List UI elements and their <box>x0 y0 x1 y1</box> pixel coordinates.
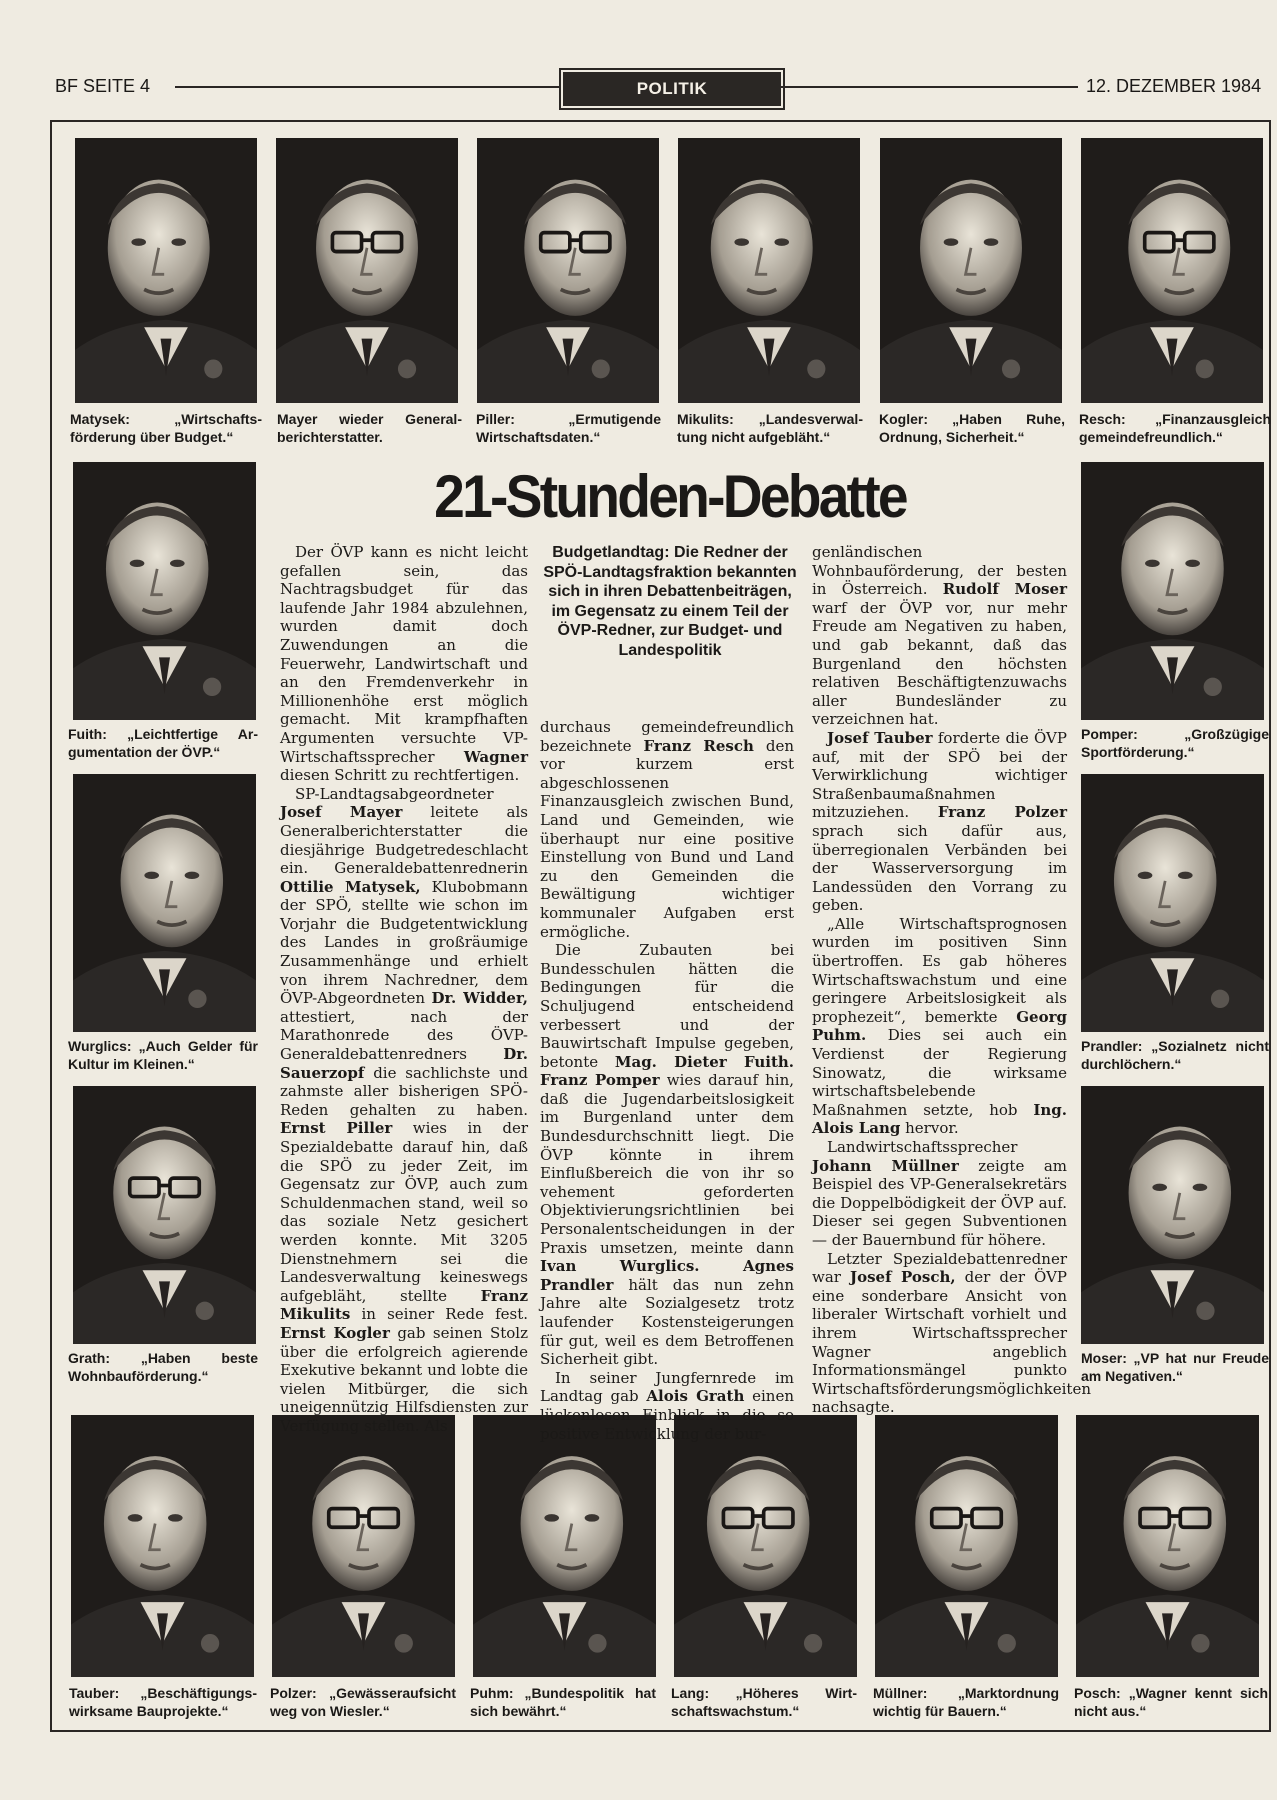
article-text: leitete als Generalberichterstatter die diesjährige Budgetredeschlacht ein. Generaldebattenrednerin <box>280 803 528 878</box>
caption: Resch: „Finanzausgleich gemeindefreundlich.“ <box>1079 411 1271 445</box>
portrait-photo <box>276 138 458 403</box>
article-paragraph <box>540 718 794 941</box>
article-text: der der ÖVP eine sonderbare Ansicht von liberaler Wirtschaft vorhielt und ihrem Wirtschaftssprecher Wagner angeblich Informationsmängel punkto Wirtschaftsförderungsmöglichkeiten nachsagte. <box>812 1268 1091 1417</box>
article-paragraph <box>280 785 528 1436</box>
article-column-3 <box>812 543 1091 1417</box>
portrait-photo <box>1081 1086 1264 1344</box>
portrait-photo <box>73 462 256 720</box>
article-paragraph <box>812 543 1067 729</box>
article-text: Der ÖVP kann es nicht leicht gefallen sein, das Nachtragsbudget für das laufende Jahr 1984 abzulehnen, wurden damit doch Zuwendungen an die Feuerwehr, Landwirtschaft und an den Fremdenverkehr in Millionenhöhe erst möglich gemacht. Mit krampfhaften Argumenten versuchte VP-Wirtschaftssprecher <box>280 543 528 766</box>
person-name: Josef Mayer <box>280 803 403 822</box>
article-paragraph <box>280 543 528 785</box>
article-paragraph <box>540 1369 794 1443</box>
article-text: gab seinen Stolz über die erfolgreich agierende Exekutive bekannt und lobte die vielen Mitbürger, die sich uneigennützig Hilfsdiensten zur Verfügung stellen. Als <box>280 1323 528 1435</box>
article-text: genländischen Wohnbauförderung, der besten in Österreich. <box>812 543 1067 599</box>
issue-date: 12. DEZEMBER 1984 <box>1086 76 1262 96</box>
article-text: die sachlichste und zahmste aller bisherigen SPÖ-Reden gehalten zu haben. <box>280 1063 528 1119</box>
person-name: Ernst Kogler <box>280 1323 390 1342</box>
caption: Tauber: „Beschäftigungswirksame Bauprojekte.“ <box>69 1685 257 1719</box>
article-column-1 <box>280 543 528 1436</box>
article-text: zeigte am Beispiel des VP-Generalsekretärs die Doppelbödigkeit der ÖVP auf. Dieser sei gegen Subventionen — der Bauernbund für höhere. <box>812 1156 1067 1249</box>
article-text: warf der ÖVP vor, nur mehr Freude am Negativen zu haben, und gab bekannt, daß das Burgenland den höchsten relativen Beschäftigtenzuwachs aller Bundesländer zu verzeichnen hat. <box>812 598 1067 729</box>
portrait-photo <box>875 1415 1058 1677</box>
caption: Moser: „VP hat nur Freude am Negativen.“ <box>1081 1350 1269 1384</box>
article-text: attestiert, nach der Marathonrede des ÖVP-Generaldebattenredners <box>280 1007 528 1064</box>
article-paragraph <box>812 915 1067 1138</box>
caption: Müllner: „Marktordnung wichtig für Bauern.“ <box>873 1685 1059 1719</box>
article-text: wies darauf hin, daß die Jugendarbeitslosigkeit im Burgenland unter dem Bundesdurchschnitt liegt. Die ÖVP könnte in ihrem Einflußbereich die von ihr so vehement geforderten Objektivierungsrichtlinien bei Personalentscheidungen in der Praxis umsetzen, meinte dann <box>540 1071 794 1257</box>
article-paragraph <box>812 1249 1091 1417</box>
person-name: Johann Müllner <box>812 1156 959 1175</box>
person-name: Ernst Piller <box>280 1119 393 1138</box>
portrait-photo <box>71 1415 254 1677</box>
article-text: Landwirtschaftssprecher <box>827 1138 1018 1156</box>
article-text: Letzter Spezialdebattenredner war <box>812 1249 1067 1287</box>
portrait-photo <box>75 138 257 403</box>
person-name: Mag. Dieter Fuith. Franz Pomper <box>540 1052 795 1090</box>
article-text: Die Zubauten bei Bundesschulen hätten die Bedingungen für die Schuljugend entscheidend verbessert und der Bauwirtschaft Impulse gegeben, betonte <box>540 941 794 1071</box>
portrait-photo <box>880 138 1062 403</box>
caption: Grath: „Haben beste Wohnbauförderung.“ <box>68 1350 258 1384</box>
caption: Pomper: „Großzügige Sportförderung.“ <box>1081 726 1269 760</box>
portrait-photo <box>1081 138 1263 403</box>
portrait-photo <box>1076 1415 1259 1677</box>
headline: 21-Stunden-Debatte <box>434 463 906 530</box>
person-name: Dr. Widder, <box>431 989 529 1008</box>
page-number: BF SEITE 4 <box>55 76 151 96</box>
article-text: hervor. <box>900 1119 959 1138</box>
article-text: in seiner Rede fest. <box>350 1305 528 1324</box>
person-name: Alois Grath <box>646 1387 745 1406</box>
article-paragraph <box>812 729 1067 915</box>
section-label: POLITIK <box>563 72 781 106</box>
article-paragraph <box>540 941 794 1369</box>
subheadline: Budgetlandtag: Die Redner der SPÖ-Landtagsfraktion bekannten sich in ihren Debattenbeiträgen, im Gegensatz zu einem Teil der ÖVP-Redner, zur Budget- und Landespolitik <box>543 544 797 659</box>
article-text: durchaus gemeindefreundlich bezeichnete <box>540 718 794 755</box>
person-name: Ivan Wurglics. Agnes Prandler <box>540 1257 794 1294</box>
portrait-photo <box>73 1086 256 1344</box>
portrait-photo <box>272 1415 455 1677</box>
article-column-2 <box>540 718 794 1443</box>
portrait-photo <box>73 774 256 1032</box>
person-name: Franz Resch <box>643 736 754 755</box>
article-text: diesen Schritt zu rechtfertigen. <box>280 766 520 785</box>
portrait-photo <box>477 138 659 403</box>
person-name: Georg Puhm. <box>812 1007 1067 1045</box>
caption: Polzer: „Gewässeraufsicht weg von Wiesler.“ <box>270 1685 456 1719</box>
article-paragraph <box>812 1138 1067 1250</box>
caption: Mikulits: „Landesverwaltung nicht aufgebläht.“ <box>677 411 863 445</box>
header-rule-left <box>175 86 561 88</box>
person-name: Wagner <box>463 747 528 766</box>
caption: Piller: „Ermutigende Wirtschaftsdaten.“ <box>476 411 661 445</box>
portrait-photo <box>473 1415 656 1677</box>
person-name: Ing. Alois Lang <box>812 1100 1067 1138</box>
article-text: „Alle Wirtschaftsprognosen wurden im positiven Sinn übertroffen. Es gab höheres Wirtschaftswachstum und eine geringere Arbeitslosigkeit als prophezeit“, bemerkte <box>812 914 1067 1026</box>
caption: Puhm: „Bundespolitik hat sich bewährt.“ <box>470 1685 656 1719</box>
person-name: Franz Polzer <box>937 803 1067 822</box>
person-name: Dr. Sauerzopf <box>280 1045 528 1082</box>
article-text: einen lückenlosen Einblick in die so positive Entwicklung der bur- <box>540 1387 794 1443</box>
article-text: sprach sich dafür aus, überregionalen Verbänden bei der Wasserversorgung im Landessüden den Vorrang zu geben. <box>812 821 1067 915</box>
portrait-photo <box>1081 774 1264 1032</box>
article-text: Dies sei auch ein Verdienst der Regierung Sinowatz, die wirksame wirtschaftsbelebende Maßnahmen setzte, hob <box>812 1026 1067 1119</box>
caption: Lang: „Höheres Wirtschaftswachstum.“ <box>671 1685 857 1719</box>
caption: Mayer wieder Generalberichterstatter. <box>277 411 462 445</box>
portrait-photo <box>1081 462 1264 720</box>
article-text: In seiner Jungfernrede im Landtag gab <box>540 1368 794 1406</box>
caption: Matysek: „Wirtschaftsförderung über Budget.“ <box>70 411 262 445</box>
caption: Posch: „Wagner kennt sich nicht aus.“ <box>1074 1685 1268 1719</box>
person-name: Franz Mikulits <box>280 1286 528 1324</box>
article-text: Klubobmann der SPÖ, stellte wie schon im Vorjahr die Budgetentwicklung des Landes in großräumige Zusammenhänge und erhielt von ihrem Nachredner, dem ÖVP-Abgeordneten <box>280 877 529 1008</box>
header-rule-right <box>780 86 1078 88</box>
article-text: den vor kurzem erst abgeschlossenen Finanzausgleich zwischen Bund, Land und Gemeinden, wie überhaupt nur eine positive Einstellung von Bund und Land zu den Gemeinden die Bewältigung wichtiger kommunaler Aufgaben erst ermögliche. <box>540 736 794 941</box>
person-name: Josef Tauber <box>827 728 933 747</box>
article-text: SP-Landtagsabgeordneter <box>295 784 494 803</box>
person-name: Josef Posch, <box>850 1268 956 1287</box>
portrait-photo <box>674 1415 857 1677</box>
caption: Wurglics: „Auch Gelder für Kultur im Kleinen.“ <box>68 1038 258 1072</box>
article-text: hält das nun zehn Jahre alte Sozialgesetz trotz laufender Kostensteigerungen für gut, weil es dem Betroffenen Sicherheit gibt. <box>540 1275 794 1369</box>
caption: Kogler: „Haben Ruhe, Ordnung, Sicherheit.“ <box>879 411 1065 445</box>
page-header <box>0 72 1277 106</box>
article-text: wies in der Spezialdebatte darauf hin, daß die SPÖ zu jeder Zeit, im Gegensatz zur ÖVP, auch zum Schuldenmachen stand, weil so das soziale Netz gesichert werden konnte. Mit 3205 Dienstnehmern sei die Landesverwaltung keineswegs aufgebläht, stellte <box>280 1119 528 1305</box>
caption: Fuith: „Leichtfertige Argumentation der ÖVP.“ <box>68 726 258 760</box>
person-name: Rudolf Moser <box>942 580 1067 599</box>
portrait-photo <box>678 138 860 403</box>
article-text: forderte die ÖVP auf, mit der SPÖ bei der Verwirklichung wichtiger Straßenbaumaßnahmen mitzuziehen. <box>812 728 1067 822</box>
person-name: Ottilie Matysek, <box>280 877 421 896</box>
caption: Prandler: „Sozialnetz nicht durchlöchern.“ <box>1081 1038 1269 1072</box>
